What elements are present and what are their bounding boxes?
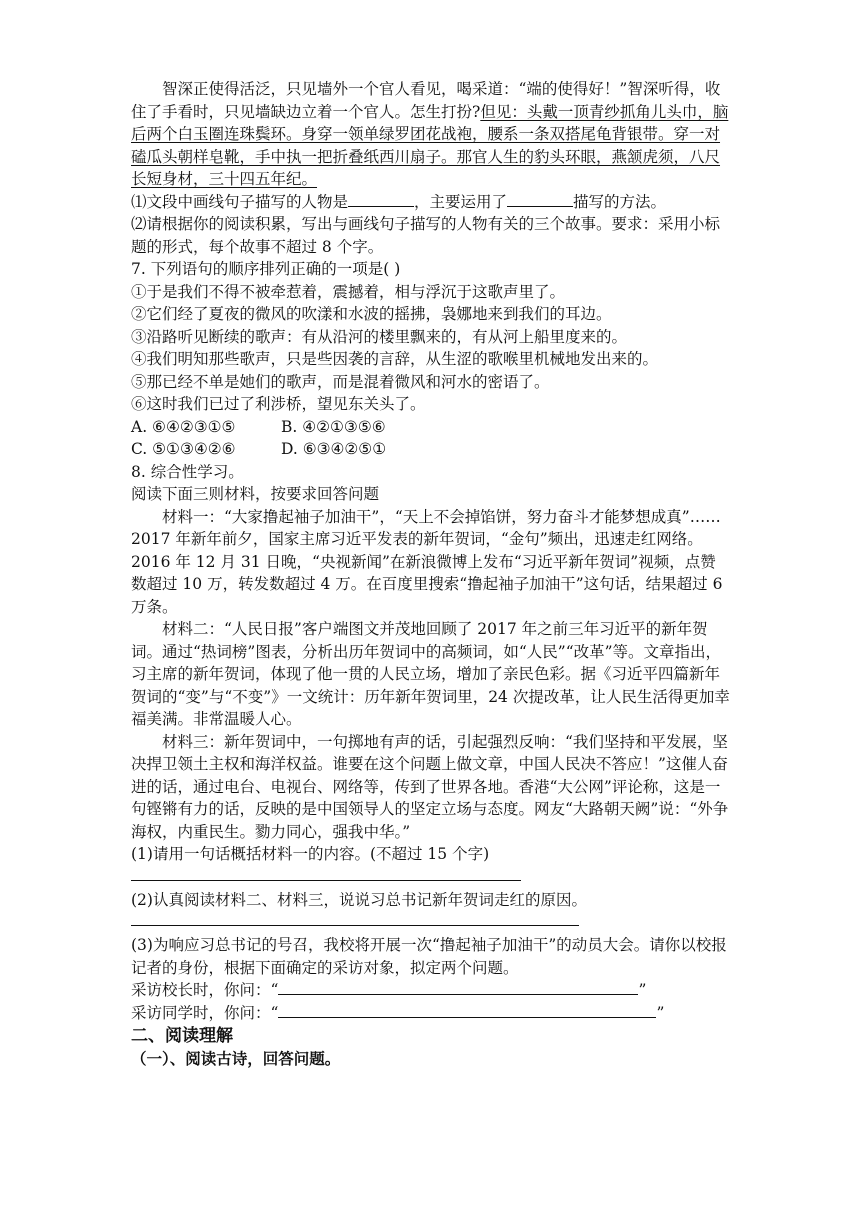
passage-paragraph <box>131 78 731 191</box>
document-page <box>131 78 731 1071</box>
answer-blank-2[interactable] <box>507 191 573 207</box>
q8-intro: 阅读下面三则材料，按要求回答问题 <box>131 485 380 503</box>
q7-sentence: ②它们经了夏夜的微风的吹漾和水波的摇拂，袅娜地来到我们的耳边。 <box>131 305 612 323</box>
q6-1-text-c: 描写的方法。 <box>573 192 667 211</box>
q7-sentence: ①于是我们不得不被牵惹着，震撼着，相与浮沉于这歌声里了。 <box>131 282 566 301</box>
ask-principal-label: 采访校长时，你问：“ <box>131 981 279 999</box>
interview-principal <box>131 979 731 1002</box>
question-6-1 <box>131 191 731 214</box>
material-1: 材料一：“大家撸起袖子加油干”，“天上不会掉馅饼，努力奋斗才能梦想成真”……2017 年新年前夕，国家主席习近平发表的新年贺词，“金句”频出，迅速走红网络。2016 年 12 月 31 日晚，“央视新闻”在新浪微博上发布“习近平新年贺词”视频，点赞数超过 10 万，转发数超过 4 万。在百度里搜索“撸起袖子加油干”这句话，结果超过 6 万条。 <box>131 507 723 616</box>
answer-line-2[interactable] <box>131 911 579 926</box>
answer-blank-principal[interactable] <box>278 979 638 995</box>
q6-1-text-a: ⑴文段中画线句子描写的人物是 <box>131 192 349 211</box>
q6-1-text-b: ，主要运用了 <box>414 192 508 211</box>
q7-sentence: ④我们明知那些歌声，只是些因袭的言辞，从生涩的歌喉里机械地发出来的。 <box>131 350 659 368</box>
option-c[interactable]: C. ⑤①③④②⑥ <box>131 440 236 458</box>
answer-blank-1[interactable] <box>348 191 414 207</box>
q7-sentence: ⑥这时我们已过了利涉桥，望见东关头了。 <box>131 395 426 413</box>
question-7-stem: 7. 下列语句的顺序排列正确的一项是( ) <box>131 260 401 278</box>
q7-sentence: ⑤那已经不单是她们的歌声，而是混着微风和河水的密语了。 <box>131 372 550 391</box>
option-b[interactable]: B. ④②①③⑤⑥ <box>281 417 386 436</box>
question-8-stem: 8. 综合性学习。 <box>131 462 244 481</box>
q7-options-row <box>131 416 731 439</box>
close-quote: ” <box>638 981 647 999</box>
option-d[interactable]: D. ⑥③④②⑤① <box>281 440 387 458</box>
section-2-title: 二、阅读理解 <box>131 1026 233 1046</box>
section-2-subtitle: （一）、阅读古诗，回答问题。 <box>131 1049 341 1068</box>
underlined-description: 但见：头戴一顶青纱抓角儿头巾，脑后两个白玉圈连珠鬓环。身穿一领单绿罗团花战袍，腰系一条双搭尾龟背银带。穿一对磕瓜头朝样皂靴，手中执一把折叠纸西川扇子。那官人生的豹头环眼，燕颔虎须，八尺长短身材，三十四五年纪。 <box>131 102 729 188</box>
material-2: 材料二：“人民日报”客户端图文并茂地回顾了 2017 年之前三年习近平的新年贺词。通过“热词榜”图表，分析出历年贺词中的高频词，如“人民”“改革”等。文章指出，习主席的新年贺词，体现了他一贯的人民立场，增加了亲民色彩。据《习近平四篇新年贺词的“变”与“不变”》一文统计：历年新年贺词里，24 次提改革，让人民生活得更加幸福美满。非常温暖人心。 <box>131 620 730 728</box>
q8-sub-3: (3)为响应习总书记的号召，我校将开展一次“撸起袖子加油干”的动员大会。请你以校报记者的身份，根据下面确定的采访对象，拟定两个问题。 <box>131 936 727 977</box>
ask-student-label: 采访同学时，你问：“ <box>131 1003 279 1022</box>
option-a[interactable]: A. ⑥④②③①⑤ <box>131 417 236 436</box>
material-3: 材料三：新年贺词中，一句掷地有声的话，引起强烈反响：“我们坚持和平发展，坚决捍卫领土主权和海洋权益。谁要在这个问题上做文章，中国人民决不答应！”这催人奋进的话，通过电台、电视台、网络等，传到了世界各地。香港“大公网”评论称，这是一句铿锵有力的话，反映的是中国领导人的坚定立场与态度。网友“大路朝天阙”说：“外争海权，内重民生。勠力同心，强我中华。” <box>131 732 729 841</box>
answer-blank-student[interactable] <box>278 1002 656 1018</box>
q7-sentence: ③沿路听见断续的歌声：有从沿河的楼里飘来的，有从河上船里度来的。 <box>131 327 628 346</box>
close-quote: ” <box>656 1003 665 1022</box>
passage-text: 智深正使得活泛，只见墙外一个官人看见，喝采道：“端的使得好！”智深听得，收住了手看时，只见墙缺边立着一个官人。怎生打扮? <box>131 80 721 121</box>
question-6-2: ⑵请根据你的阅读积累，写出与画线句子描写的人物有关的三个故事。要求：采用小标题的形式，每个故事不超过 8 个字。 <box>131 215 721 256</box>
interview-student <box>131 1002 731 1025</box>
q7-options-row <box>131 438 731 461</box>
q8-sub-1: (1)请用一句话概括材料一的内容。(不超过 15 个字) <box>131 845 490 863</box>
answer-line-1[interactable] <box>131 866 521 881</box>
q8-sub-2: (2)认真阅读材料二、材料三，说说习总书记新年贺词走红的原因。 <box>131 890 587 909</box>
